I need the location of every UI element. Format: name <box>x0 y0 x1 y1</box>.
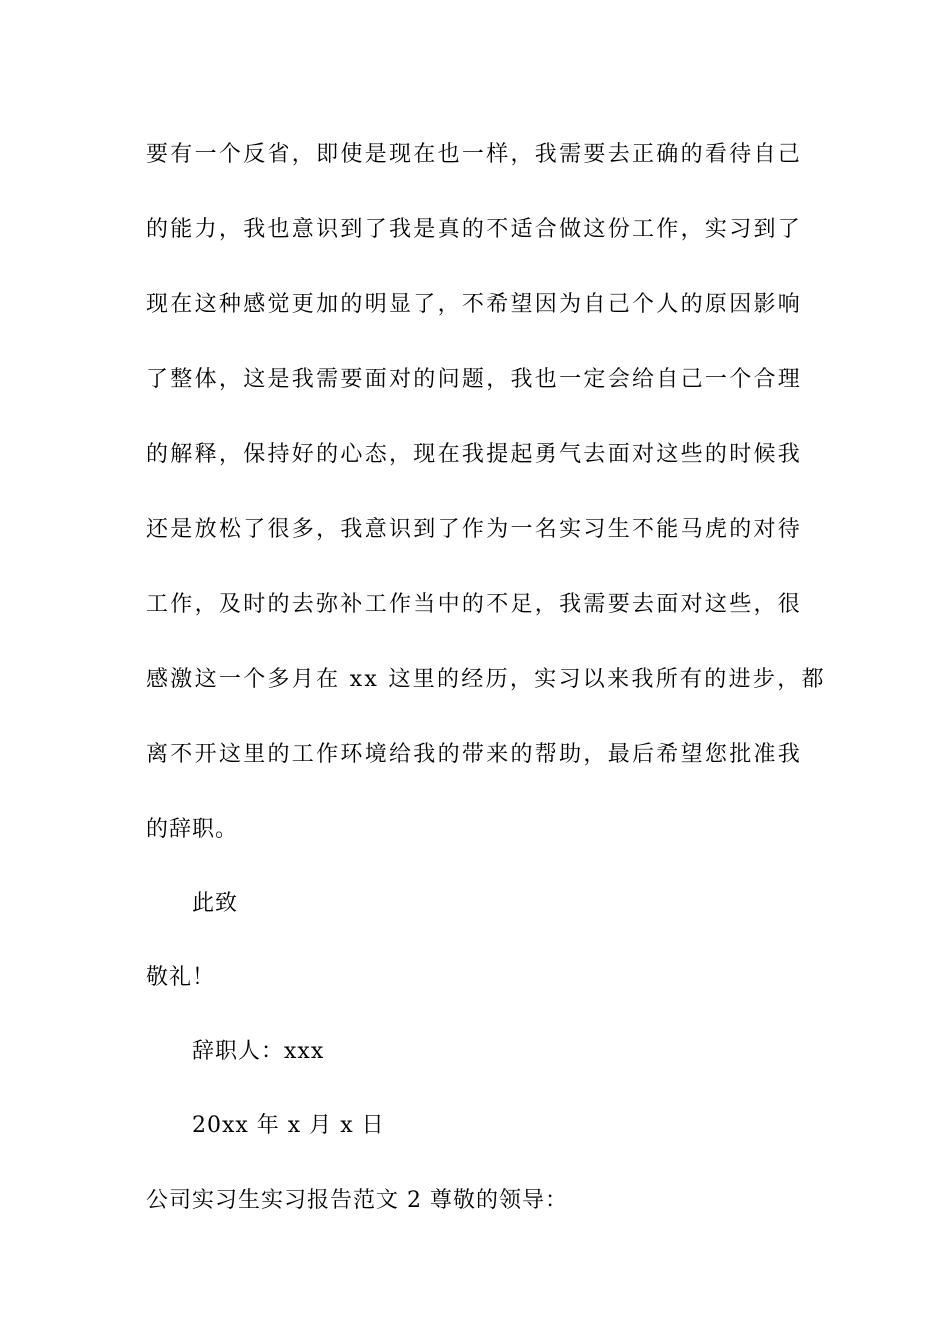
paragraph-line-1: 要有一个反省，即使是现在也一样，我需要去正确的看待自己 <box>146 142 803 167</box>
date-text: 20xx 年 x 月 x 日 <box>192 1113 385 1138</box>
paragraph-line-2: 的能力，我也意识到了我是真的不适合做这份工作，实习到了 <box>146 217 803 242</box>
paragraph-line-4: 了整体，这是我需要面对的问题，我也一定会给自己一个合理 <box>146 367 803 392</box>
paragraph-line-9: 离不开这里的工作环境给我的带来的帮助，最后希望您批准我 <box>146 742 803 767</box>
paragraph-line-3: 现在这种感觉更加的明显了，不希望因为自己个人的原因影响 <box>146 292 803 317</box>
salute-text: 敬礼！ <box>146 965 216 990</box>
paragraph-line-8: 感激这一个多月在 xx 这里的经历，实习以来我所有的进步，都 <box>146 667 826 692</box>
closing-text: 此致 <box>192 891 239 916</box>
paragraph-line-6: 还是放松了很多，我意识到了作为一名实习生不能马虎的对待 <box>146 517 803 542</box>
next-section-heading: 公司实习生实习报告范文 2 尊敬的领导： <box>146 1188 568 1213</box>
paragraph-line-7: 工作，及时的去弥补工作当中的不足，我需要去面对这些，很 <box>146 592 803 617</box>
paragraph-line-5: 的解释，保持好的心态，现在我提起勇气去面对这些的时候我 <box>146 442 803 467</box>
paragraph-line-10: 的辞职。 <box>146 817 239 842</box>
signer-text: 辞职人：xxx <box>192 1039 325 1064</box>
